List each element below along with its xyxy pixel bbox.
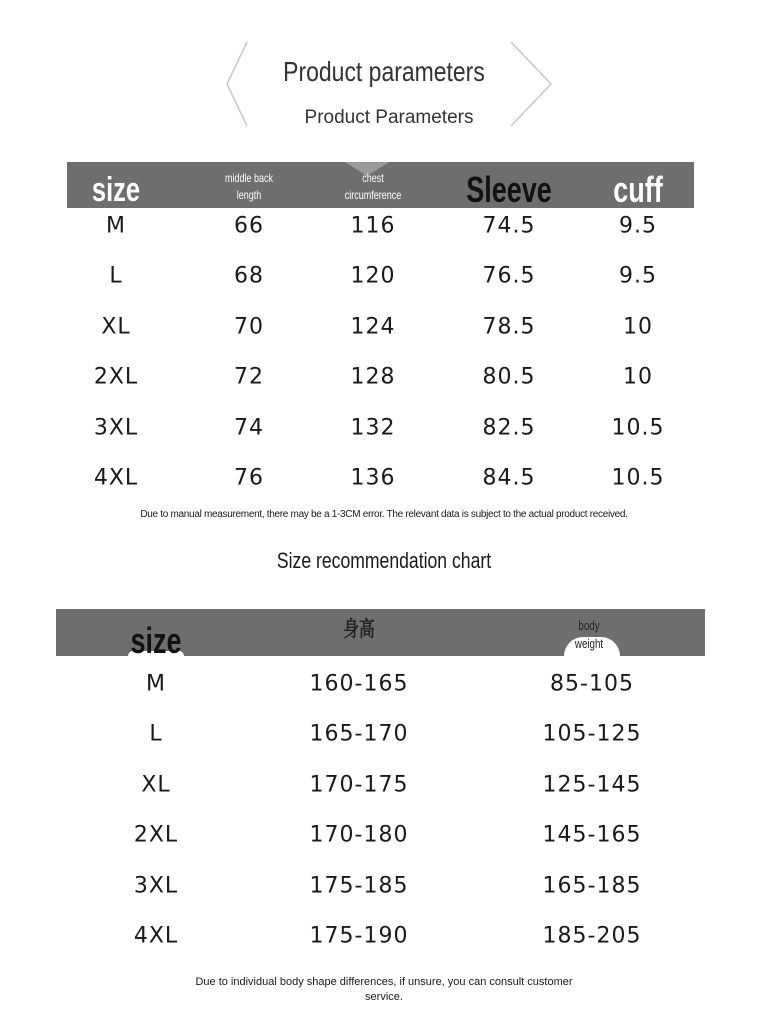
header-sleeve: Sleeve (466, 169, 552, 210)
header-height: 身高 (343, 617, 375, 641)
cell-sleeve: 76.5 (482, 263, 536, 289)
header-cuff: cuff (613, 169, 663, 210)
header-weight-line1: body (578, 618, 600, 633)
cell-sleeve: 78.5 (482, 314, 536, 340)
header-back-line1: middle back (224, 171, 274, 185)
cell-chest: 136 (350, 465, 396, 491)
cell-sleeve: 84.5 (482, 465, 536, 491)
recommend-note-line1: Due to individual body shape differences, if unsure, you can consult customer (195, 976, 573, 988)
cell-cuff: 10 (623, 364, 653, 390)
cell-cuff: 9.5 (619, 213, 657, 239)
recommend-note-line2: service. (365, 991, 403, 1003)
cell-sleeve: 80.5 (482, 364, 536, 390)
cell-back-length: 66 (234, 213, 264, 239)
header-chest-line1: chest (362, 171, 384, 185)
cell-size: L (149, 721, 163, 747)
cell-weight: 105-125 (542, 721, 642, 747)
page-title: Product parameters (283, 56, 485, 87)
recommend-note (0, 975, 768, 1005)
header-weight-line2: weight (574, 635, 604, 651)
cell-chest: 128 (350, 364, 396, 390)
header-size: size (91, 171, 141, 209)
cell-back-length: 68 (234, 263, 264, 289)
cell-back-length: 72 (234, 364, 264, 390)
cell-size: M (146, 671, 166, 697)
cell-height: 175-185 (309, 873, 409, 899)
cell-size: 2XL (93, 364, 139, 390)
page-subtitle: Product Parameters (304, 107, 474, 128)
cell-size: M (106, 213, 126, 239)
cell-size: 2XL (133, 822, 179, 848)
cell-back-length: 76 (234, 465, 264, 491)
cell-back-length: 74 (234, 415, 264, 441)
cell-size: 3XL (133, 873, 179, 899)
header-back-length (225, 171, 273, 203)
cell-chest: 124 (350, 314, 396, 340)
recommend-title: Size recommendation chart (276, 548, 492, 573)
params-table-header (67, 162, 694, 208)
cell-chest: 116 (350, 213, 396, 239)
cell-size: 3XL (93, 415, 139, 441)
cell-height: 165-170 (309, 721, 409, 747)
cell-cuff: 10.5 (611, 415, 665, 441)
cell-height: 175-190 (309, 923, 409, 949)
cell-size: XL (141, 772, 171, 798)
cell-weight: 85-105 (550, 671, 634, 697)
cell-sleeve: 82.5 (482, 415, 536, 441)
cell-chest: 120 (350, 263, 396, 289)
cell-weight: 125-145 (542, 772, 642, 798)
header-size: size (130, 620, 182, 661)
cell-size: L (109, 263, 123, 289)
header-chest (345, 171, 402, 203)
cell-height: 160-165 (309, 671, 409, 697)
cell-weight: 185-205 (542, 923, 642, 949)
cell-weight: 145-165 (542, 822, 642, 848)
cell-cuff: 10 (623, 314, 653, 340)
cell-cuff: 10.5 (611, 465, 665, 491)
cell-size: XL (101, 314, 131, 340)
cell-size: 4XL (93, 465, 139, 491)
recommend-table-header (56, 609, 705, 661)
header-chest-line2: circumference (344, 188, 402, 203)
cell-back-length: 70 (234, 314, 264, 340)
cell-height: 170-175 (309, 772, 409, 798)
cell-size: 4XL (133, 923, 179, 949)
header-back-line2: length (236, 188, 262, 203)
cell-sleeve: 74.5 (482, 213, 536, 239)
header-weight (575, 618, 603, 651)
cell-cuff: 9.5 (619, 263, 657, 289)
cell-height: 170-180 (309, 822, 409, 848)
params-note: Due to manual measurement, there may be a 1-3CM error. The relevant data is subject to the actual product received. (140, 509, 628, 520)
cell-chest: 132 (350, 415, 396, 441)
cell-weight: 165-185 (542, 873, 642, 899)
